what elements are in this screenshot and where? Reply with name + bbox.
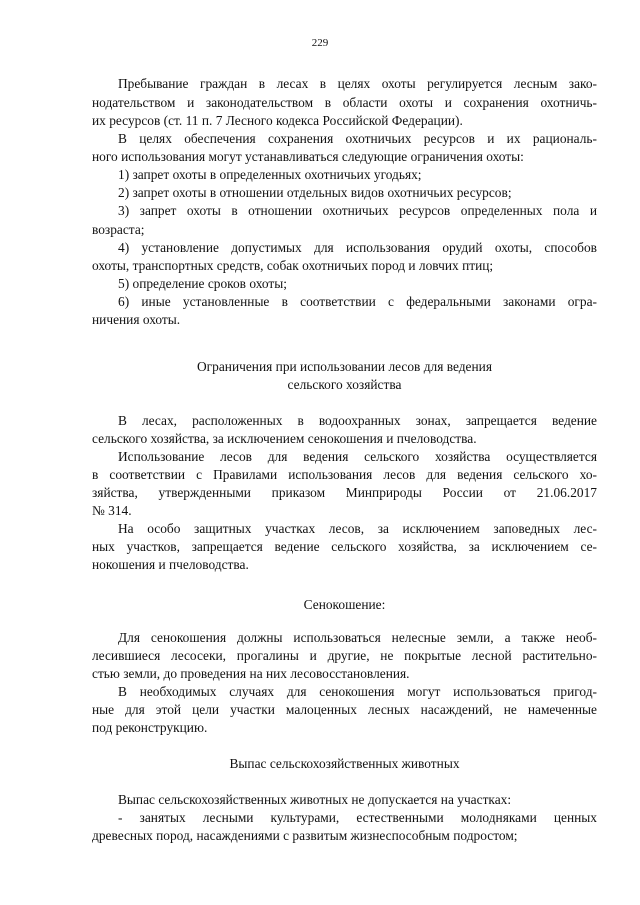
text-line: в соответствии с Правилами использования лесов для ведения сельского хо- xyxy=(92,467,597,482)
list-item: 2) запрет охоты в отношении отдельных видов охотничьих ресурсов; xyxy=(118,185,512,200)
list-item: 5) определение сроков охоты; xyxy=(118,276,287,291)
text-line: под реконструкцию. xyxy=(92,720,208,735)
page-number: 229 xyxy=(311,37,329,49)
list-item: 1) запрет охоты в определенных охотничьих угодьях; xyxy=(118,167,422,182)
text-line: зяйства, утвержденными приказом Минприроды России от 21.06.2017 xyxy=(92,485,597,500)
text-line: В необходимых случаях для сенокошения могут использоваться пригод- xyxy=(118,684,597,699)
text-line: лесившиеся лесосеки, прогалины и другие, не покрытые лесной растительно- xyxy=(92,648,597,663)
text-line: древесных пород, насаждениями с развитым жизнеспособным подростом; xyxy=(92,828,518,843)
section-heading: Сенокошение: xyxy=(303,597,386,612)
text-line: стью земли, до проведения на них лесовосстановления. xyxy=(92,666,410,681)
text-line: охоты, транспортных средств, собак охотничьих пород и ловчих птиц; xyxy=(92,258,494,273)
text-line: ного использования могут устанавливаться следующие ограничения охоты: xyxy=(92,149,524,164)
text-line: ные для этой цели участки малоценных лесных насаждений, не намеченные xyxy=(92,702,597,717)
text-line: На особо защитных участках лесов, за исключением заповедных лес- xyxy=(118,521,597,536)
text-line: нодательством и законодательством в области охоты и сохранения охотничь- xyxy=(92,95,597,110)
text-line: Для сенокошения должны использоваться нелесные земли, а также необ- xyxy=(118,630,597,645)
list-item: 6) иные установленные в соответствии с федеральными законами огра- xyxy=(118,294,597,309)
section-heading: сельского хозяйства xyxy=(287,377,402,392)
text-line: сельского хозяйства, за исключением сенокошения и пчеловодства. xyxy=(92,431,477,446)
text-line: № 314. xyxy=(92,503,132,518)
list-item: 3) запрет охоты в отношении охотничьих ресурсов определенных пола и xyxy=(118,203,597,218)
section-heading: Ограничения при использовании лесов для ведения xyxy=(197,359,492,374)
text-line: возраста; xyxy=(92,222,145,237)
text-line: ных участков, запрещается ведение сельского хозяйства, за исключением се- xyxy=(92,539,597,554)
text-line: их ресурсов (ст. 11 п. 7 Лесного кодекса Российской Федерации). xyxy=(92,113,463,128)
text-line: ничения охоты. xyxy=(92,312,181,327)
text-line: нокошения и пчеловодства. xyxy=(92,557,249,572)
section-heading: Выпас сельскохозяйственных животных xyxy=(229,756,460,771)
text-line: Использование лесов для ведения сельского хозяйства осуществляется xyxy=(118,449,597,464)
list-item: 4) установление допустимых для использования орудий охоты, способов xyxy=(118,240,597,255)
list-item: - занятых лесными культурами, естественными молодняками ценных xyxy=(118,810,597,825)
text-line: В лесах, расположенных в водоохранных зонах, запрещается ведение xyxy=(118,413,597,428)
text-line: В целях обеспечения сохранения охотничьих ресурсов и их рациональ- xyxy=(118,131,597,146)
text-line: Пребывание граждан в лесах в целях охоты регулируется лесным зако- xyxy=(118,76,597,91)
text-line: Выпас сельскохозяйственных животных не допускается на участках: xyxy=(118,792,512,807)
